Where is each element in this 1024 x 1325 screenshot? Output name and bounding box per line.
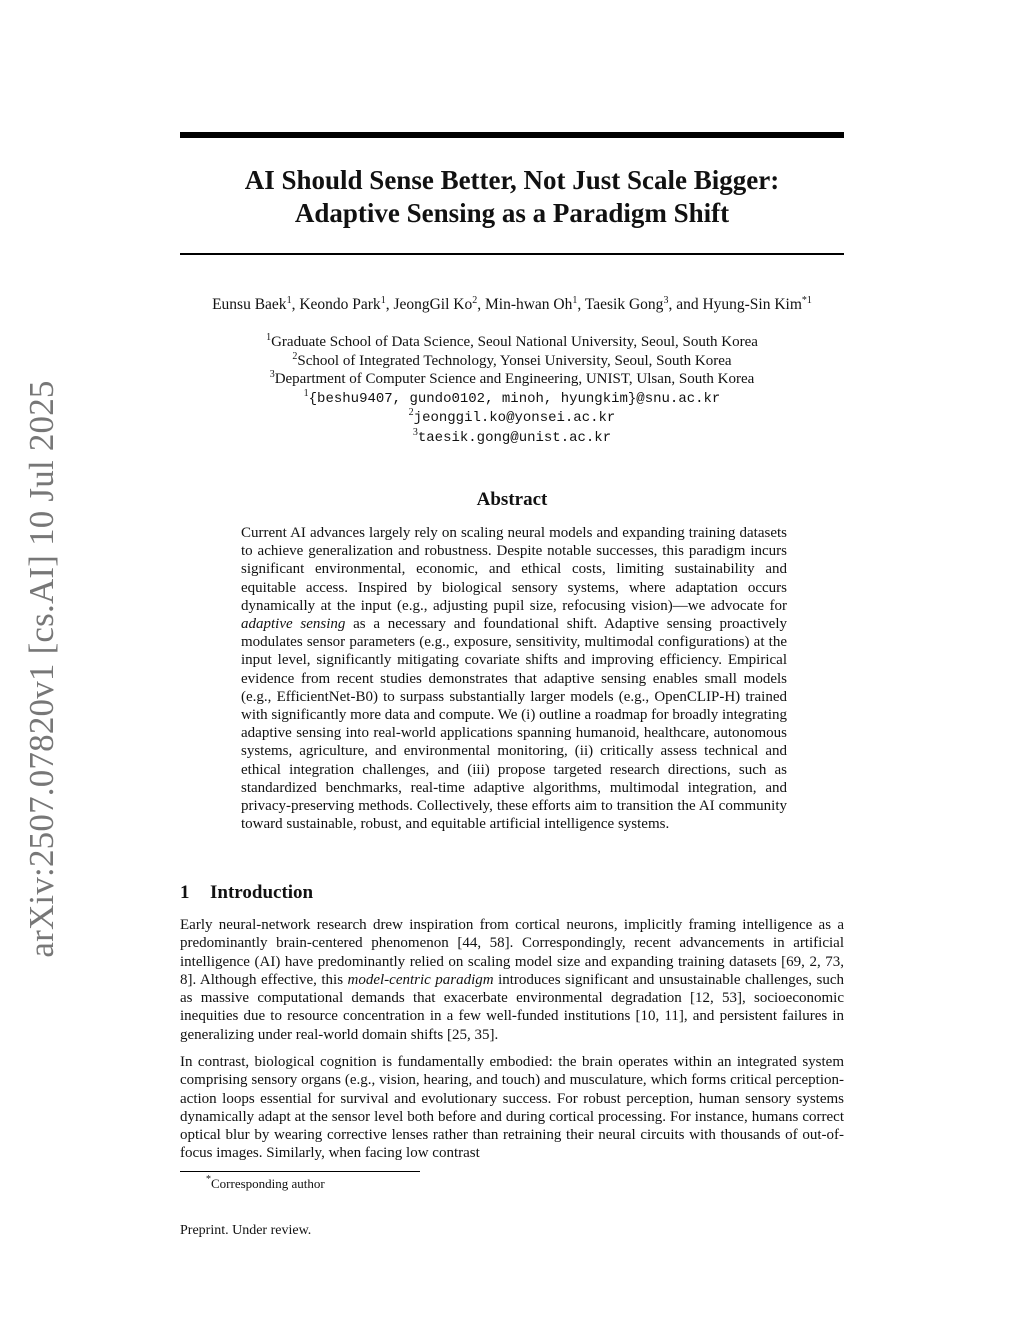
author-list	[160, 296, 864, 314]
section-heading-introduction	[180, 882, 313, 904]
email-line: $^2$jeonggil.ko@yonsei.ac.kr	[408, 407, 616, 426]
abstract-text: Current AI advances largely rely on scaling neural models and expanding training datasets to achieve generalization and robustness. Despite notable successes, this paradigm incurs significant environmental, economic, and ethical costs, limiting sustainability and equitable access. Inspired by biological sensory systems, where adaptation occurs dynamically at the input (e.g., adjusting pupil size, refocusing vision)—we advocate for adaptive sensing as a necessary and foundational shift. Adaptive sensing proactively modulates sensor parameters (e.g., exposure, sensitivity, multimodal configurations) at the input level, significantly mitigating covariate shifts and improving efficiency. Empirical evidence from recent studies demonstrates that adaptive sensing enables small models (e.g., EfficientNet-B0) to surpass substantially larger models (e.g., OpenCLIP-H) trained with significantly more data and compute. We (i) outline a roadmap for broadly integrating adaptive sensing into real-world applications spanning humanoid, healthcare, autonomous systems, agriculture, and environmental monitoring, (ii) critically assess technical and ethical integration challenges, and (iii) propose targeted research directions, such as standardized benchmarks, real-time adaptive algorithms, multimodal integration, and privacy-preserving methods. Collectively, these efforts aim to transition the AI community toward sustainable, robust, and equitable artificial intelligence systems.	[241, 525, 787, 833]
affiliations	[180, 333, 844, 447]
affiliation-line: $^2$School of Integrated Technology, Yonsei University, Seoul, South Korea	[292, 350, 732, 369]
author: JeongGil Ko$^2$,	[393, 295, 485, 313]
title-bottom-rule	[180, 253, 844, 255]
footnote-rule	[180, 1171, 420, 1172]
title-top-rule	[180, 132, 844, 138]
intro-paragraph-2: In contrast, biological cognition is fundamentally embodied: the brain operates within an integrated system comprising sensory organs (e.g., vision, hearing, and touch) and musculature, which forms critical perception-action loops essential for survival and evolutionary success. For robust perception, human sensory systems dynamically adapt at the sensor level both before and during cortical processing. For instance, humans correct optical blur by wearing corrective lenses rather than retraining their neural circuits with thousands of out-of-focus images. Similarly, when facing low contrast	[180, 1054, 844, 1162]
title-line-1: AI Should Sense Better, Not Just Scale Bigger:	[244, 165, 780, 195]
title-line-2: Adaptive Sensing as a Paradigm Shift	[294, 198, 730, 228]
abstract-heading: Abstract	[476, 489, 548, 510]
section-number: 1	[180, 882, 190, 903]
author: Eunsu Baek$^1$,	[212, 295, 300, 313]
email-line: $^1${beshu9407, gundo0102, minoh, hyungkim}@snu.ac.kr	[303, 387, 721, 407]
preprint-notice: Preprint. Under review.	[180, 1223, 312, 1238]
author: Keondo Park$^1$,	[299, 295, 394, 313]
paper-title	[180, 164, 844, 230]
footnote: *Corresponding author	[206, 1174, 325, 1191]
author: Hyung-Sin Kim$^{*1}$	[702, 295, 812, 313]
affiliation-line: $^1$Graduate School of Data Science, Seoul National University, Seoul, South Korea	[266, 332, 758, 350]
intro-paragraph-1: Early neural-network research drew inspiration from cortical neurons, implicitly framing intelligence as a predominantly brain-centered phenomenon [44, 58]. Correspondingly, recent advancements in artificial intelligence (AI) have predominantly relied on scaling model size and expanding training datasets [69, 2, 73, 8]. Although effective, this model-centric paradigm introduces significant and unsustainable challenges, such as massive computational demands that exacerbate environmental degradation [12, 53], socioeconomic inequities due to resource concentration in a few well-funded institutions [10, 11], and persistent failures in generalizing under real-world domain shifts [25, 35].	[180, 917, 844, 1043]
affiliation-line: $^3$Department of Computer Science and Engineering, UNIST, Ulsan, South Korea	[269, 369, 755, 387]
arxiv-id: arXiv:2507.07820v1 [cs.AI] 10 Jul 2025	[22, 380, 61, 958]
section-title: Introduction	[210, 882, 314, 903]
author: Min-hwan Oh$^1$,	[484, 295, 585, 313]
email-line: $^3$taesik.gong@unist.ac.kr	[412, 426, 612, 446]
arxiv-identifier-sidebar	[14, 380, 70, 958]
author: Taesik Gong$^3$, and	[584, 295, 703, 313]
